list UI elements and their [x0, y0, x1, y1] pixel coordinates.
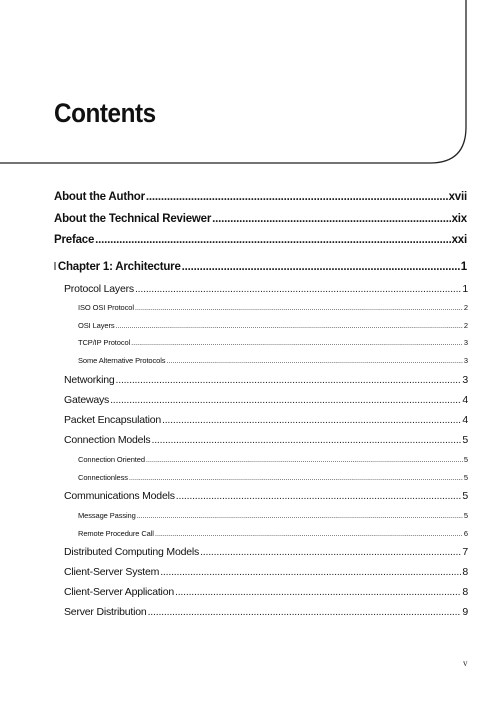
entry-page: 4 — [462, 414, 468, 426]
dot-leader — [146, 191, 448, 203]
dot-leader — [135, 283, 461, 295]
entry-page: 5 — [463, 511, 468, 520]
entry-page: 1 — [460, 261, 467, 273]
entry-page: 5 — [462, 434, 468, 446]
dot-leader — [176, 490, 462, 502]
entry-page: 5 — [462, 490, 468, 502]
entry-page: xxi — [451, 234, 467, 246]
entry-label: Chapter 1: Architecture — [57, 261, 181, 273]
entry-label: Server Distribution — [64, 606, 147, 618]
dot-leader — [160, 566, 461, 578]
toc-entry-alternative-protocols[interactable] — [78, 356, 468, 365]
dot-leader — [152, 434, 462, 446]
toc-entry-connection-models[interactable] — [64, 434, 468, 446]
entry-label: Gateways — [64, 394, 110, 406]
toc-entry-preface[interactable] — [54, 234, 467, 246]
dot-leader — [116, 321, 463, 330]
entry-label: Distributed Computing Models — [64, 546, 200, 558]
dot-leader — [135, 303, 463, 312]
entry-label: Client-Server System — [64, 566, 160, 578]
toc-entry-connection-oriented[interactable] — [78, 455, 468, 464]
entry-label: TCP/IP Protocol — [78, 338, 131, 347]
entry-page: 1 — [462, 283, 468, 295]
entry-page: 5 — [463, 473, 468, 482]
entry-page: 4 — [462, 394, 468, 406]
toc-entry-server-distribution[interactable] — [64, 606, 468, 618]
dot-leader — [137, 511, 463, 520]
entry-page: 6 — [463, 529, 468, 538]
entry-page: 9 — [462, 606, 468, 618]
entry-page: 3 — [463, 338, 468, 347]
entry-page: 2 — [463, 321, 468, 330]
entry-label: Message Passing — [78, 511, 136, 520]
entry-label: Communications Models — [64, 490, 175, 502]
dot-leader — [212, 213, 450, 225]
entry-label: Connection Models — [64, 434, 151, 446]
entry-page: 7 — [462, 546, 468, 558]
entry-label: Connectionless — [78, 473, 128, 482]
toc-entry-packet-encapsulation[interactable] — [64, 414, 468, 426]
entry-label: Preface — [54, 234, 95, 246]
entry-page: 2 — [463, 303, 468, 312]
dot-leader — [148, 606, 462, 618]
dot-leader — [146, 455, 463, 464]
dot-leader — [200, 546, 461, 558]
entry-label: Connection Oriented — [78, 455, 145, 464]
toc-entry-chapter-1[interactable] — [54, 261, 467, 273]
toc-entry-tcp-ip-protocol[interactable] — [78, 338, 468, 347]
entry-label: About the Technical Reviewer — [54, 213, 212, 225]
page-title: Contents — [54, 98, 156, 128]
page-number: v — [463, 658, 468, 668]
entry-label: ISO OSI Protocol — [78, 303, 134, 312]
toc-entry-about-reviewer[interactable] — [54, 213, 467, 225]
dot-leader — [182, 261, 460, 273]
entry-label: Some Alternative Protocols — [78, 356, 166, 365]
entry-label: Packet Encapsulation — [64, 414, 161, 426]
toc-entry-protocol-layers[interactable] — [64, 283, 468, 295]
entry-page: 3 — [463, 356, 468, 365]
entry-page: xix — [451, 213, 467, 225]
toc-entry-client-server-system[interactable] — [64, 566, 468, 578]
entry-page: 3 — [462, 374, 468, 386]
toc-entry-networking[interactable] — [64, 374, 468, 386]
dot-leader — [129, 473, 463, 482]
entry-page: 8 — [462, 586, 468, 598]
entry-label: Protocol Layers — [64, 283, 134, 295]
entry-label: About the Author — [54, 191, 145, 203]
entry-label: Networking — [64, 374, 115, 386]
dot-leader — [95, 234, 450, 246]
entry-page: 5 — [463, 455, 468, 464]
toc-entry-osi-layers[interactable] — [78, 321, 468, 330]
dot-leader — [110, 394, 461, 406]
dot-leader — [162, 414, 461, 426]
toc-entry-iso-osi-protocol[interactable] — [78, 303, 468, 312]
entry-label: OSI Layers — [78, 321, 115, 330]
toc-entry-connectionless[interactable] — [78, 473, 468, 482]
toc-entry-distributed-computing-models[interactable] — [64, 546, 468, 558]
entry-label: Client-Server Application — [64, 586, 174, 598]
dot-leader — [131, 338, 463, 347]
toc-entry-about-author[interactable] — [54, 191, 467, 203]
entry-page: 8 — [462, 566, 468, 578]
dot-leader — [175, 586, 461, 598]
dot-leader — [116, 374, 462, 386]
dot-leader — [155, 529, 463, 538]
entry-page: xvii — [448, 191, 467, 203]
toc-entry-client-server-application[interactable] — [64, 586, 468, 598]
toc-entry-communications-models[interactable] — [64, 490, 468, 502]
toc-entry-gateways[interactable] — [64, 394, 468, 406]
entry-label: Remote Procedure Call — [78, 529, 154, 538]
chapter-marker-icon — [54, 262, 56, 270]
toc-entry-remote-procedure-call[interactable] — [78, 529, 468, 538]
dot-leader — [166, 356, 462, 365]
toc-entry-message-passing[interactable] — [78, 511, 468, 520]
